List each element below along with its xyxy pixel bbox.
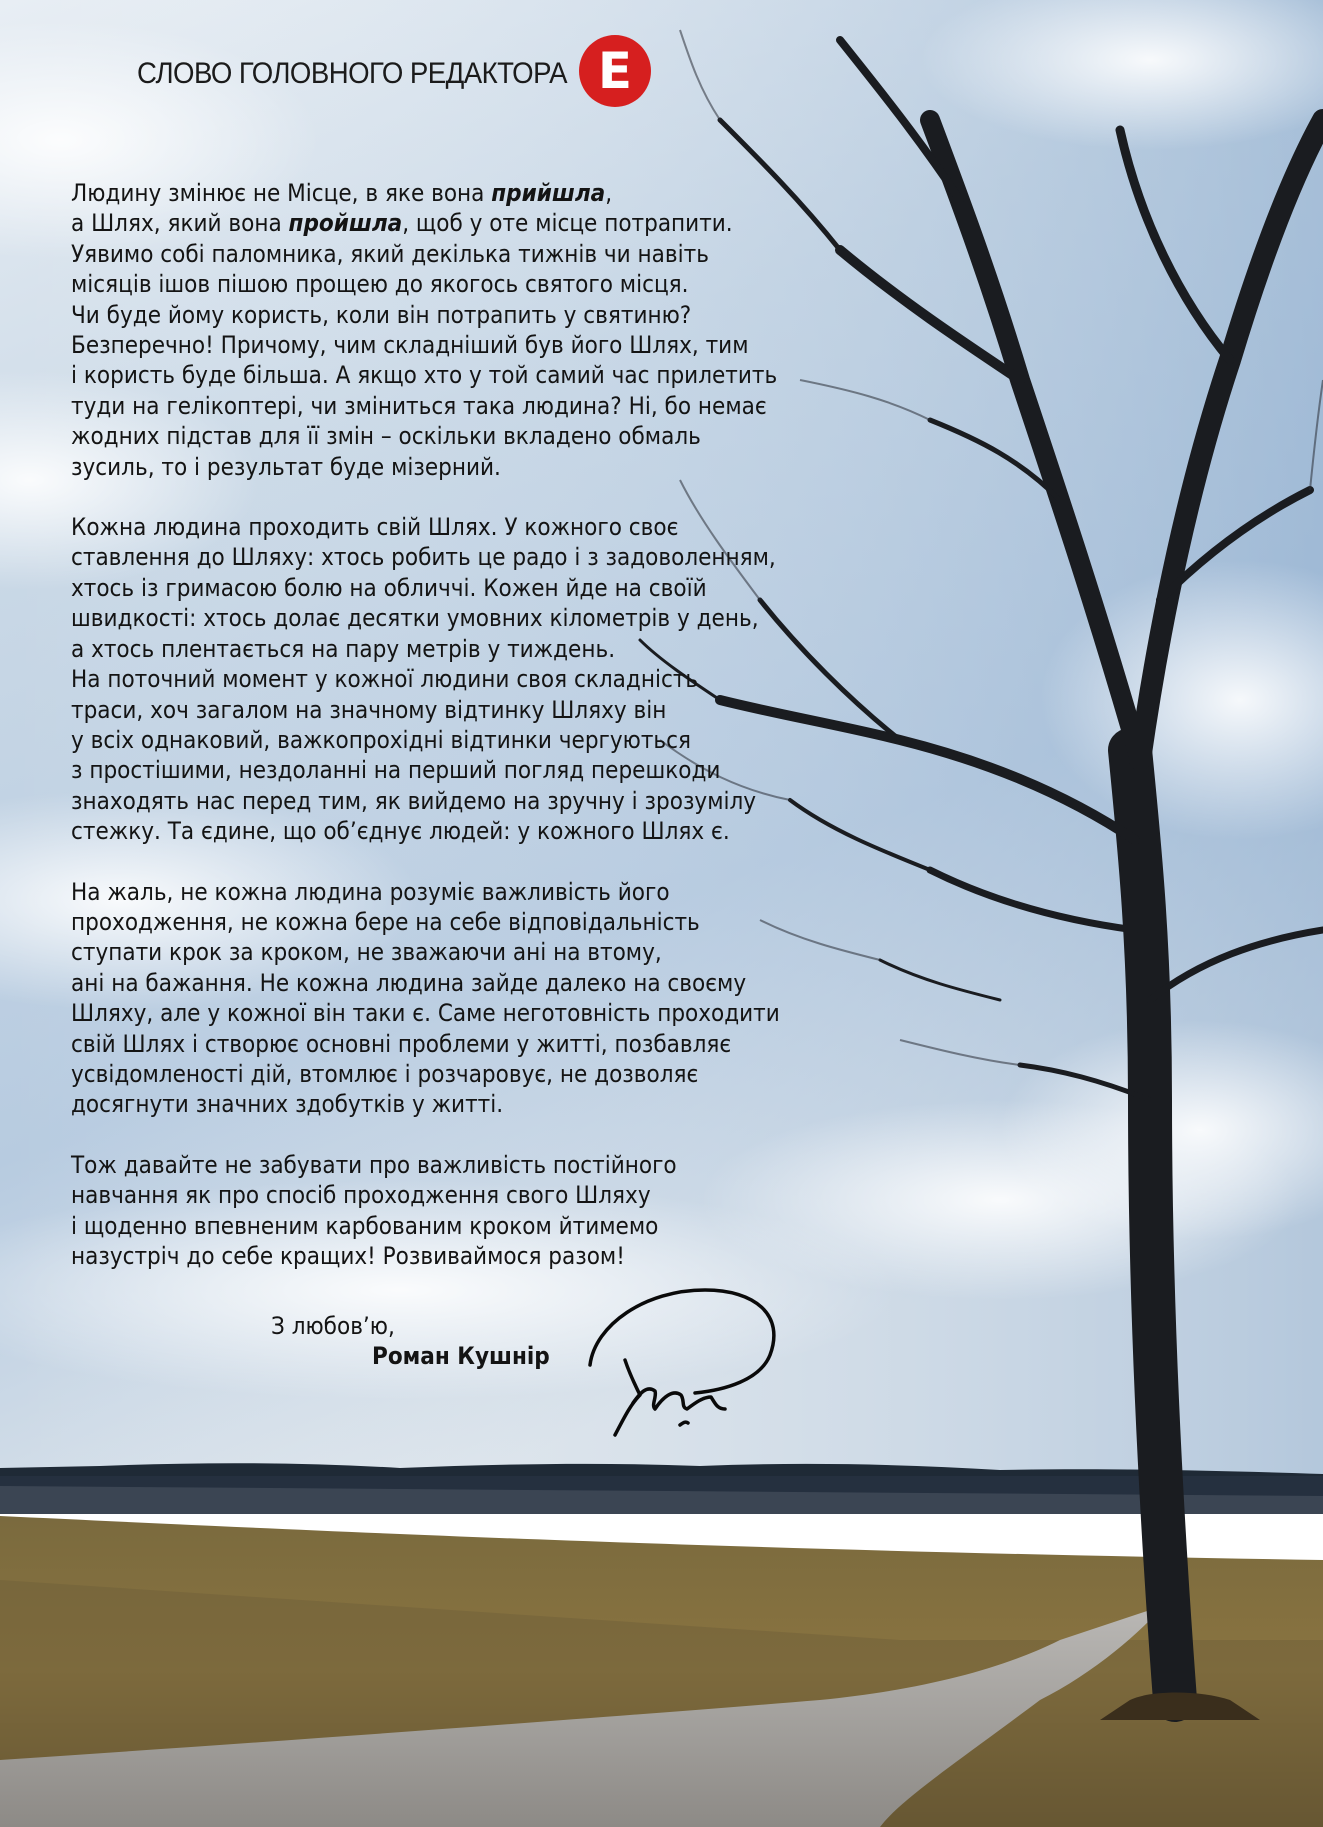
text-line: [71, 208, 831, 238]
text-line: [71, 391, 831, 421]
text-run: і щоденно впевненим карбованим кроком йтимемо: [71, 1211, 659, 1240]
text-run: місяців ішов пішою прощею до якогось святого місця.: [71, 270, 689, 299]
section-title: СЛОВО ГОЛОВНОГО РЕДАКТОРА: [137, 57, 567, 90]
text-run: швидкості: хтось долає десятки умовних кілометрів у день,: [71, 604, 759, 633]
paragraph: [71, 178, 831, 482]
text-line: [71, 421, 831, 451]
text-run: з простішими, нездоланні на перший погляд перешкоди: [71, 756, 721, 785]
text-run: і користь буде більша. А якщо хто у той самий час прилетить: [71, 361, 778, 390]
text-run: зусиль, то і результат буде мізерний.: [71, 452, 501, 481]
text-line: [71, 512, 831, 542]
emphasized-word: пройшла: [288, 209, 403, 238]
text-line: [71, 816, 831, 846]
author-name: Роман Кушнір: [372, 1342, 550, 1370]
text-run: знаходять нас перед тим, як вийдемо на зручну і зрозумілу: [71, 786, 757, 815]
magazine-logo-icon: [578, 34, 652, 108]
text-line: [71, 1059, 831, 1089]
text-run: Уявимо собі паломника, який декілька тижнів чи навіть: [71, 239, 709, 268]
text-line: [71, 998, 831, 1028]
text-run: На жаль, не кожна людина розуміє важливість його: [71, 877, 670, 906]
text-run: а хтось плентається на пару метрів у тиждень.: [71, 634, 616, 663]
text-line: [71, 755, 831, 785]
text-run: назустріч до себе кращих! Розвиваймося разом!: [71, 1242, 625, 1270]
text-line: [71, 239, 831, 269]
text-line: [71, 968, 831, 998]
text-run: навчання як про спосіб проходження свого Шляху: [71, 1181, 651, 1210]
text-line: [71, 1180, 831, 1210]
text-line: [71, 269, 831, 299]
page-header: [137, 44, 604, 104]
text-line: [71, 695, 831, 725]
text-line: [71, 300, 831, 330]
text-line: [71, 725, 831, 755]
text-line: [71, 603, 831, 633]
text-line: [71, 634, 831, 664]
paragraph: [71, 877, 831, 1120]
editorial-body: [71, 178, 831, 1301]
text-run: жодних підстав для її змін – оскільки вкладено обмаль: [71, 422, 701, 451]
text-run: а Шлях, який вона: [71, 209, 289, 238]
text-line: [71, 786, 831, 816]
text-run: Кожна людина проходить свій Шлях. У кожного своє: [71, 513, 679, 542]
text-line: [71, 542, 831, 572]
text-run: усвідомленості дій, втомлює і розчаровує, не дозволяє: [71, 1059, 699, 1088]
text-line: [71, 664, 831, 694]
text-line: [71, 178, 831, 208]
emphasized-word: прийшла: [491, 179, 606, 207]
text-run: ,: [605, 179, 613, 207]
text-run: свій Шлях і створює основні проблеми у житті, позбавляє: [71, 1029, 732, 1058]
text-line: [71, 360, 831, 390]
text-run: Безперечно! Причому, чим складніший був його Шлях, тим: [71, 331, 749, 360]
text-run: Людину змінює не Місце, в яке вона: [71, 179, 492, 207]
text-line: [71, 937, 831, 967]
text-run: Чи буде йому користь, коли він потрапить у святиню?: [71, 300, 692, 329]
text-run: у всіх однаковий, важкопрохідні відтинки чергуються: [71, 725, 691, 754]
text-line: [71, 1089, 831, 1119]
text-line: [71, 1241, 831, 1271]
closing-phrase: З любов’ю,: [271, 1312, 395, 1340]
text-line: [71, 1029, 831, 1059]
text-run: ані на бажання. Не кожна людина зайде далеко на своєму: [71, 968, 747, 997]
text-run: стежку. Та єдине, що об’єднує людей: у кожного Шлях є.: [71, 817, 730, 846]
text-run: , щоб у оте місце потрапити.: [402, 209, 733, 238]
text-line: [71, 573, 831, 603]
signature-icon: [585, 1285, 785, 1455]
text-run: хтось із гримасою болю на обличчі. Кожен йде на своїй: [71, 573, 707, 602]
text-run: досягнути значних здобутків у житті.: [71, 1090, 504, 1119]
logo-letter: Е: [597, 42, 633, 100]
text-line: [71, 1211, 831, 1241]
text-run: проходження, не кожна бере на себе відповідальність: [71, 907, 700, 936]
text-line: [71, 452, 831, 482]
text-run: ступати крок за кроком, не зважаючи ані на втому,: [71, 938, 662, 967]
text-run: На поточний момент у кожної людини своя складність: [71, 665, 699, 694]
text-run: Шляху, але у кожної він таки є. Саме неготовність проходити: [71, 999, 780, 1028]
paragraph: [71, 512, 831, 846]
paragraph: [71, 1150, 831, 1272]
text-line: [71, 877, 831, 907]
text-run: ставлення до Шляху: хтось робить це радо і з задоволенням,: [71, 543, 776, 572]
text-run: траси, хоч загалом на значному відтинку Шляху він: [71, 695, 667, 724]
text-line: [71, 907, 831, 937]
text-line: [71, 330, 831, 360]
text-run: Тож давайте не забувати про важливість постійного: [71, 1150, 677, 1179]
text-run: туди на гелікоптері, чи зміниться така людина? Ні, бо немає: [71, 391, 767, 420]
text-line: [71, 1150, 831, 1180]
